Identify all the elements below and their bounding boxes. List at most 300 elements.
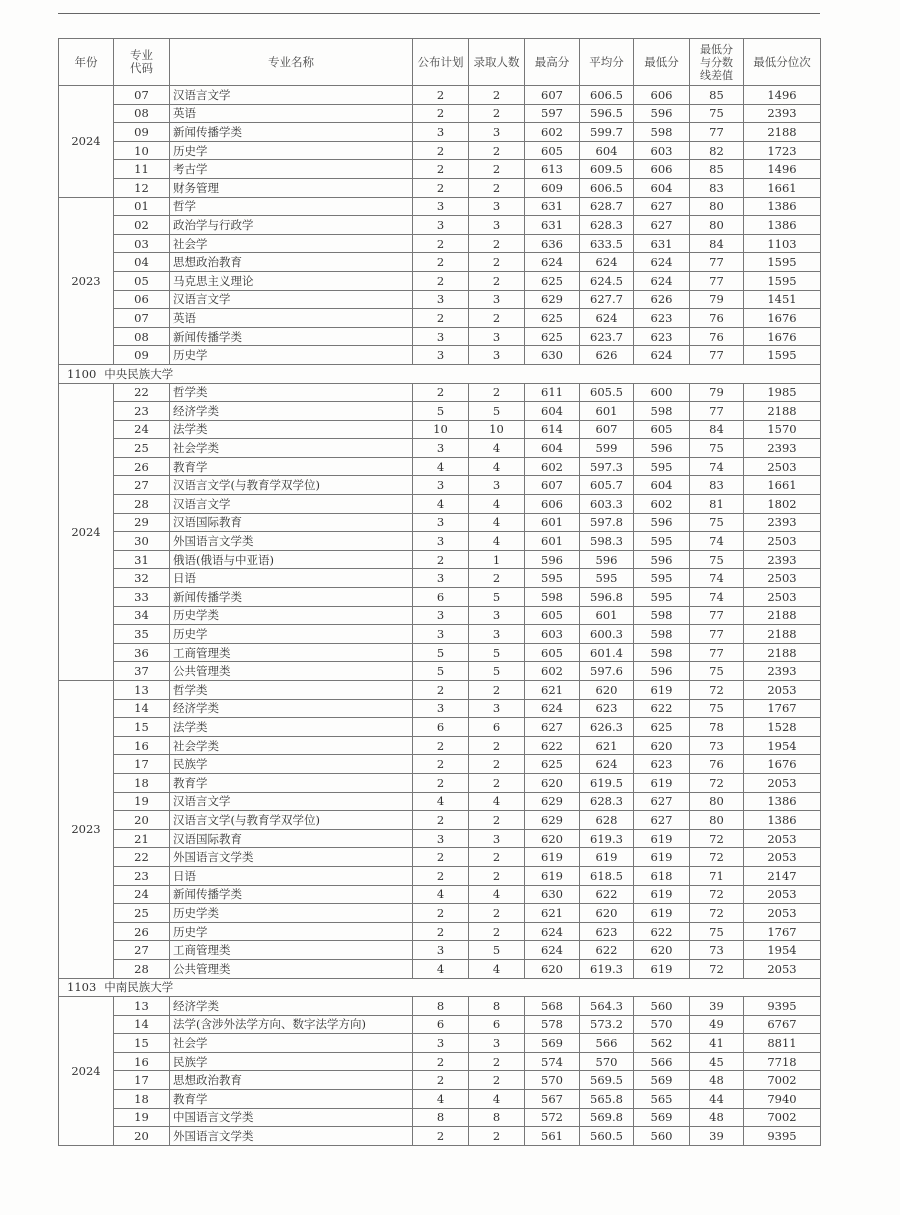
table-row xyxy=(59,123,821,142)
header-plan: 公布计划 xyxy=(413,39,469,86)
table-row xyxy=(59,253,821,272)
major-code-cell: 37 xyxy=(114,662,170,681)
plan-count-cell: 3 xyxy=(413,197,469,216)
min-score-cell: 619 xyxy=(634,848,690,867)
table-row xyxy=(59,941,821,960)
plan-count-cell: 2 xyxy=(413,1071,469,1090)
max-score-cell: 630 xyxy=(525,346,580,365)
major-code-cell: 22 xyxy=(114,848,170,867)
major-code-cell: 09 xyxy=(114,346,170,365)
major-code-cell: 13 xyxy=(114,997,170,1016)
major-code-cell: 08 xyxy=(114,104,170,123)
table-row xyxy=(59,569,821,588)
min-rank-cell: 2503 xyxy=(744,569,821,588)
plan-count-cell: 2 xyxy=(413,271,469,290)
table-row xyxy=(59,309,821,328)
avg-score-cell: 624 xyxy=(580,309,634,328)
avg-score-cell: 597.8 xyxy=(580,513,634,532)
min-score-cell: 596 xyxy=(634,439,690,458)
major-code-cell: 28 xyxy=(114,959,170,978)
max-score-cell: 631 xyxy=(525,197,580,216)
header-row xyxy=(59,39,821,86)
avg-score-cell: 622 xyxy=(580,941,634,960)
max-score-cell: 619 xyxy=(525,848,580,867)
admitted-count-cell: 3 xyxy=(469,197,525,216)
avg-score-cell: 609.5 xyxy=(580,160,634,179)
major-name-cell: 社会学 xyxy=(170,1034,413,1053)
max-score-cell: 597 xyxy=(525,104,580,123)
min-rank-cell: 1676 xyxy=(744,755,821,774)
table-row xyxy=(59,662,821,681)
plan-count-cell: 5 xyxy=(413,402,469,421)
min-diff-cell: 77 xyxy=(690,402,744,421)
major-name-cell: 经济学类 xyxy=(170,997,413,1016)
major-name-cell: 社会学 xyxy=(170,234,413,253)
avg-score-cell: 628.3 xyxy=(580,216,634,235)
major-code-cell: 13 xyxy=(114,681,170,700)
table-row xyxy=(59,997,821,1016)
avg-score-cell: 621 xyxy=(580,736,634,755)
major-code-cell: 16 xyxy=(114,736,170,755)
min-score-cell: 598 xyxy=(634,606,690,625)
avg-score-cell: 623.7 xyxy=(580,327,634,346)
plan-count-cell: 3 xyxy=(413,941,469,960)
admitted-count-cell: 4 xyxy=(469,439,525,458)
major-code-cell: 20 xyxy=(114,1127,170,1146)
min-rank-cell: 2503 xyxy=(744,588,821,607)
min-score-cell: 625 xyxy=(634,718,690,737)
table-row xyxy=(59,643,821,662)
min-rank-cell: 2053 xyxy=(744,904,821,923)
plan-count-cell: 2 xyxy=(413,234,469,253)
plan-count-cell: 3 xyxy=(413,123,469,142)
min-score-cell: 604 xyxy=(634,476,690,495)
table-row xyxy=(59,959,821,978)
min-score-cell: 562 xyxy=(634,1034,690,1053)
major-code-cell: 31 xyxy=(114,550,170,569)
avg-score-cell: 605.5 xyxy=(580,383,634,402)
min-score-cell: 598 xyxy=(634,123,690,142)
admitted-count-cell: 5 xyxy=(469,588,525,607)
min-rank-cell: 1723 xyxy=(744,141,821,160)
table-row xyxy=(59,532,821,551)
min-diff-cell: 72 xyxy=(690,681,744,700)
min-rank-cell: 1985 xyxy=(744,383,821,402)
header-admitted: 录取人数 xyxy=(469,39,525,86)
major-name-cell: 教育学 xyxy=(170,773,413,792)
major-name-cell: 汉语国际教育 xyxy=(170,513,413,532)
major-code-cell: 20 xyxy=(114,811,170,830)
avg-score-cell: 564.3 xyxy=(580,997,634,1016)
major-name-cell: 汉语言文学 xyxy=(170,792,413,811)
min-score-cell: 619 xyxy=(634,829,690,848)
header-max-score: 最高分 xyxy=(525,39,580,86)
admitted-count-cell: 2 xyxy=(469,681,525,700)
admitted-count-cell: 2 xyxy=(469,755,525,774)
major-name-cell: 公共管理类 xyxy=(170,959,413,978)
major-name-cell: 日语 xyxy=(170,569,413,588)
admitted-count-cell: 2 xyxy=(469,1071,525,1090)
table-row xyxy=(59,922,821,941)
major-code-cell: 14 xyxy=(114,1015,170,1034)
plan-count-cell: 3 xyxy=(413,327,469,346)
avg-score-cell: 604 xyxy=(580,141,634,160)
plan-count-cell: 2 xyxy=(413,178,469,197)
major-code-cell: 15 xyxy=(114,718,170,737)
major-name-cell: 民族学 xyxy=(170,755,413,774)
admitted-count-cell: 6 xyxy=(469,718,525,737)
min-score-cell: 620 xyxy=(634,941,690,960)
admitted-count-cell: 2 xyxy=(469,904,525,923)
table-row xyxy=(59,86,821,105)
avg-score-cell: 599 xyxy=(580,439,634,458)
institution-name: 中南民族大学 xyxy=(104,980,174,995)
admitted-count-cell: 2 xyxy=(469,569,525,588)
avg-score-cell: 623 xyxy=(580,922,634,941)
major-name-cell: 汉语言文学 xyxy=(170,86,413,105)
major-code-cell: 06 xyxy=(114,290,170,309)
institution-row xyxy=(59,364,821,383)
avg-score-cell: 628.3 xyxy=(580,792,634,811)
max-score-cell: 627 xyxy=(525,718,580,737)
plan-count-cell: 6 xyxy=(413,1015,469,1034)
avg-score-cell: 633.5 xyxy=(580,234,634,253)
admitted-count-cell: 5 xyxy=(469,941,525,960)
plan-count-cell: 2 xyxy=(413,86,469,105)
plan-count-cell: 2 xyxy=(413,550,469,569)
max-score-cell: 596 xyxy=(525,550,580,569)
min-rank-cell: 1595 xyxy=(744,346,821,365)
admission-table xyxy=(58,38,821,1146)
table-row xyxy=(59,420,821,439)
min-diff-cell: 80 xyxy=(690,197,744,216)
min-diff-cell: 84 xyxy=(690,420,744,439)
major-name-cell: 社会学类 xyxy=(170,439,413,458)
min-rank-cell: 7940 xyxy=(744,1090,821,1109)
major-code-cell: 35 xyxy=(114,625,170,644)
major-name-cell: 民族学 xyxy=(170,1052,413,1071)
major-code-cell: 10 xyxy=(114,141,170,160)
major-code-cell: 27 xyxy=(114,476,170,495)
avg-score-cell: 619.3 xyxy=(580,959,634,978)
year-cell: 2023 xyxy=(59,681,114,979)
table-row xyxy=(59,197,821,216)
admitted-count-cell: 4 xyxy=(469,532,525,551)
major-code-cell: 01 xyxy=(114,197,170,216)
major-code-cell: 30 xyxy=(114,532,170,551)
table-row xyxy=(59,383,821,402)
min-rank-cell: 2503 xyxy=(744,457,821,476)
major-name-cell: 工商管理类 xyxy=(170,941,413,960)
plan-count-cell: 2 xyxy=(413,309,469,328)
max-score-cell: 614 xyxy=(525,420,580,439)
max-score-cell: 629 xyxy=(525,792,580,811)
plan-count-cell: 3 xyxy=(413,513,469,532)
major-code-cell: 23 xyxy=(114,402,170,421)
top-rule xyxy=(58,13,820,14)
admitted-count-cell: 2 xyxy=(469,86,525,105)
admitted-count-cell: 2 xyxy=(469,178,525,197)
min-rank-cell: 9395 xyxy=(744,1127,821,1146)
min-score-cell: 619 xyxy=(634,959,690,978)
major-code-cell: 09 xyxy=(114,123,170,142)
major-name-cell: 法学(含涉外法学方向、数字法学方向) xyxy=(170,1015,413,1034)
header-min-diff: 最低分 与分数 线差值 xyxy=(690,39,744,86)
major-code-cell: 32 xyxy=(114,569,170,588)
min-rank-cell: 2188 xyxy=(744,402,821,421)
major-name-cell: 新闻传播学类 xyxy=(170,327,413,346)
table-row xyxy=(59,346,821,365)
table-row xyxy=(59,216,821,235)
admitted-count-cell: 2 xyxy=(469,848,525,867)
avg-score-cell: 569.5 xyxy=(580,1071,634,1090)
min-score-cell: 623 xyxy=(634,327,690,346)
max-score-cell: 570 xyxy=(525,1071,580,1090)
major-code-cell: 18 xyxy=(114,1090,170,1109)
min-rank-cell: 2393 xyxy=(744,550,821,569)
avg-score-cell: 601 xyxy=(580,402,634,421)
admitted-count-cell: 2 xyxy=(469,271,525,290)
major-name-cell: 汉语言文学 xyxy=(170,495,413,514)
major-code-cell: 19 xyxy=(114,792,170,811)
major-code-cell: 21 xyxy=(114,829,170,848)
max-score-cell: 578 xyxy=(525,1015,580,1034)
major-name-cell: 历史学类 xyxy=(170,606,413,625)
table-row xyxy=(59,327,821,346)
avg-score-cell: 599.7 xyxy=(580,123,634,142)
min-diff-cell: 77 xyxy=(690,606,744,625)
plan-count-cell: 4 xyxy=(413,1090,469,1109)
max-score-cell: 624 xyxy=(525,941,580,960)
major-name-cell: 思想政治教育 xyxy=(170,1071,413,1090)
admitted-count-cell: 3 xyxy=(469,290,525,309)
avg-score-cell: 618.5 xyxy=(580,866,634,885)
avg-score-cell: 619.3 xyxy=(580,829,634,848)
min-rank-cell: 2188 xyxy=(744,625,821,644)
avg-score-cell: 569.8 xyxy=(580,1108,634,1127)
min-diff-cell: 85 xyxy=(690,160,744,179)
min-diff-cell: 74 xyxy=(690,457,744,476)
major-name-cell: 汉语言文学(与教育学双学位) xyxy=(170,476,413,495)
max-score-cell: 567 xyxy=(525,1090,580,1109)
major-name-cell: 汉语言文学(与教育学双学位) xyxy=(170,811,413,830)
min-score-cell: 595 xyxy=(634,532,690,551)
admitted-count-cell: 4 xyxy=(469,792,525,811)
min-score-cell: 598 xyxy=(634,643,690,662)
min-score-cell: 624 xyxy=(634,253,690,272)
min-score-cell: 596 xyxy=(634,662,690,681)
max-score-cell: 636 xyxy=(525,234,580,253)
min-rank-cell: 2053 xyxy=(744,959,821,978)
avg-score-cell: 628.7 xyxy=(580,197,634,216)
max-score-cell: 625 xyxy=(525,327,580,346)
major-name-cell: 外国语言文学类 xyxy=(170,1127,413,1146)
max-score-cell: 625 xyxy=(525,755,580,774)
major-name-cell: 历史学 xyxy=(170,922,413,941)
plan-count-cell: 2 xyxy=(413,811,469,830)
max-score-cell: 605 xyxy=(525,606,580,625)
min-diff-cell: 75 xyxy=(690,550,744,569)
min-score-cell: 569 xyxy=(634,1071,690,1090)
avg-score-cell: 623 xyxy=(580,699,634,718)
major-code-cell: 08 xyxy=(114,327,170,346)
major-name-cell: 法学类 xyxy=(170,718,413,737)
min-rank-cell: 1451 xyxy=(744,290,821,309)
min-rank-cell: 1676 xyxy=(744,327,821,346)
min-rank-cell: 2503 xyxy=(744,532,821,551)
table-row xyxy=(59,625,821,644)
plan-count-cell: 2 xyxy=(413,141,469,160)
admitted-count-cell: 3 xyxy=(469,1034,525,1053)
avg-score-cell: 560.5 xyxy=(580,1127,634,1146)
major-code-cell: 25 xyxy=(114,904,170,923)
min-diff-cell: 45 xyxy=(690,1052,744,1071)
max-score-cell: 629 xyxy=(525,290,580,309)
plan-count-cell: 3 xyxy=(413,216,469,235)
min-rank-cell: 1767 xyxy=(744,922,821,941)
min-score-cell: 566 xyxy=(634,1052,690,1071)
min-score-cell: 619 xyxy=(634,904,690,923)
avg-score-cell: 606.5 xyxy=(580,178,634,197)
admitted-count-cell: 5 xyxy=(469,643,525,662)
plan-count-cell: 4 xyxy=(413,495,469,514)
table-row xyxy=(59,1108,821,1127)
admitted-count-cell: 2 xyxy=(469,1127,525,1146)
admitted-count-cell: 3 xyxy=(469,829,525,848)
max-score-cell: 606 xyxy=(525,495,580,514)
table-row xyxy=(59,1090,821,1109)
major-code-cell: 26 xyxy=(114,922,170,941)
table-row xyxy=(59,848,821,867)
max-score-cell: 568 xyxy=(525,997,580,1016)
admitted-count-cell: 2 xyxy=(469,234,525,253)
admitted-count-cell: 5 xyxy=(469,662,525,681)
max-score-cell: 609 xyxy=(525,178,580,197)
admitted-count-cell: 8 xyxy=(469,1108,525,1127)
admitted-count-cell: 3 xyxy=(469,327,525,346)
table-row xyxy=(59,457,821,476)
major-code-cell: 24 xyxy=(114,885,170,904)
admitted-count-cell: 10 xyxy=(469,420,525,439)
plan-count-cell: 3 xyxy=(413,1034,469,1053)
min-diff-cell: 72 xyxy=(690,848,744,867)
plan-count-cell: 6 xyxy=(413,718,469,737)
min-diff-cell: 72 xyxy=(690,773,744,792)
max-score-cell: 601 xyxy=(525,532,580,551)
major-code-cell: 07 xyxy=(114,309,170,328)
avg-score-cell: 601 xyxy=(580,606,634,625)
min-rank-cell: 1386 xyxy=(744,216,821,235)
avg-score-cell: 607 xyxy=(580,420,634,439)
min-score-cell: 623 xyxy=(634,755,690,774)
min-score-cell: 569 xyxy=(634,1108,690,1127)
major-code-cell: 34 xyxy=(114,606,170,625)
plan-count-cell: 2 xyxy=(413,681,469,700)
max-score-cell: 631 xyxy=(525,216,580,235)
header-min-rank: 最低分位次 xyxy=(744,39,821,86)
header-avg-score: 平均分 xyxy=(580,39,634,86)
plan-count-cell: 3 xyxy=(413,439,469,458)
avg-score-cell: 596 xyxy=(580,550,634,569)
major-code-cell: 19 xyxy=(114,1108,170,1127)
max-score-cell: 624 xyxy=(525,253,580,272)
min-rank-cell: 8811 xyxy=(744,1034,821,1053)
max-score-cell: 601 xyxy=(525,513,580,532)
major-name-cell: 日语 xyxy=(170,866,413,885)
table-row xyxy=(59,1127,821,1146)
table-row xyxy=(59,699,821,718)
min-score-cell: 595 xyxy=(634,457,690,476)
institution-name: 中央民族大学 xyxy=(104,366,174,381)
table-row xyxy=(59,755,821,774)
table-row xyxy=(59,513,821,532)
major-name-cell: 马克思主义理论 xyxy=(170,271,413,290)
avg-score-cell: 566 xyxy=(580,1034,634,1053)
admitted-count-cell: 2 xyxy=(469,922,525,941)
min-diff-cell: 82 xyxy=(690,141,744,160)
major-name-cell: 英语 xyxy=(170,309,413,328)
max-score-cell: 569 xyxy=(525,1034,580,1053)
admitted-count-cell: 3 xyxy=(469,123,525,142)
min-rank-cell: 1386 xyxy=(744,811,821,830)
plan-count-cell: 3 xyxy=(413,699,469,718)
min-rank-cell: 2053 xyxy=(744,773,821,792)
avg-score-cell: 622 xyxy=(580,885,634,904)
header-major-code: 专业 代码 xyxy=(114,39,170,86)
max-score-cell: 605 xyxy=(525,141,580,160)
major-name-cell: 历史学 xyxy=(170,346,413,365)
min-rank-cell: 1767 xyxy=(744,699,821,718)
avg-score-cell: 601.4 xyxy=(580,643,634,662)
major-code-cell: 02 xyxy=(114,216,170,235)
max-score-cell: 625 xyxy=(525,309,580,328)
major-name-cell: 教育学 xyxy=(170,457,413,476)
min-rank-cell: 1661 xyxy=(744,178,821,197)
plan-count-cell: 4 xyxy=(413,885,469,904)
avg-score-cell: 620 xyxy=(580,681,634,700)
major-name-cell: 历史学 xyxy=(170,141,413,160)
year-cell: 2023 xyxy=(59,197,114,364)
plan-count-cell: 3 xyxy=(413,532,469,551)
table-row xyxy=(59,1015,821,1034)
min-diff-cell: 72 xyxy=(690,904,744,923)
min-score-cell: 595 xyxy=(634,588,690,607)
min-rank-cell: 1570 xyxy=(744,420,821,439)
admitted-count-cell: 4 xyxy=(469,457,525,476)
min-rank-cell: 1496 xyxy=(744,160,821,179)
min-score-cell: 560 xyxy=(634,997,690,1016)
plan-count-cell: 4 xyxy=(413,959,469,978)
min-score-cell: 604 xyxy=(634,178,690,197)
year-cell: 2024 xyxy=(59,383,114,681)
min-rank-cell: 1496 xyxy=(744,86,821,105)
admitted-count-cell: 5 xyxy=(469,402,525,421)
min-diff-cell: 77 xyxy=(690,643,744,662)
plan-count-cell: 2 xyxy=(413,160,469,179)
max-score-cell: 572 xyxy=(525,1108,580,1127)
plan-count-cell: 2 xyxy=(413,904,469,923)
min-diff-cell: 76 xyxy=(690,309,744,328)
admitted-count-cell: 2 xyxy=(469,141,525,160)
table-row xyxy=(59,178,821,197)
major-code-cell: 24 xyxy=(114,420,170,439)
admitted-count-cell: 2 xyxy=(469,773,525,792)
min-score-cell: 598 xyxy=(634,625,690,644)
min-diff-cell: 75 xyxy=(690,104,744,123)
min-score-cell: 596 xyxy=(634,104,690,123)
min-diff-cell: 77 xyxy=(690,346,744,365)
max-score-cell: 620 xyxy=(525,773,580,792)
